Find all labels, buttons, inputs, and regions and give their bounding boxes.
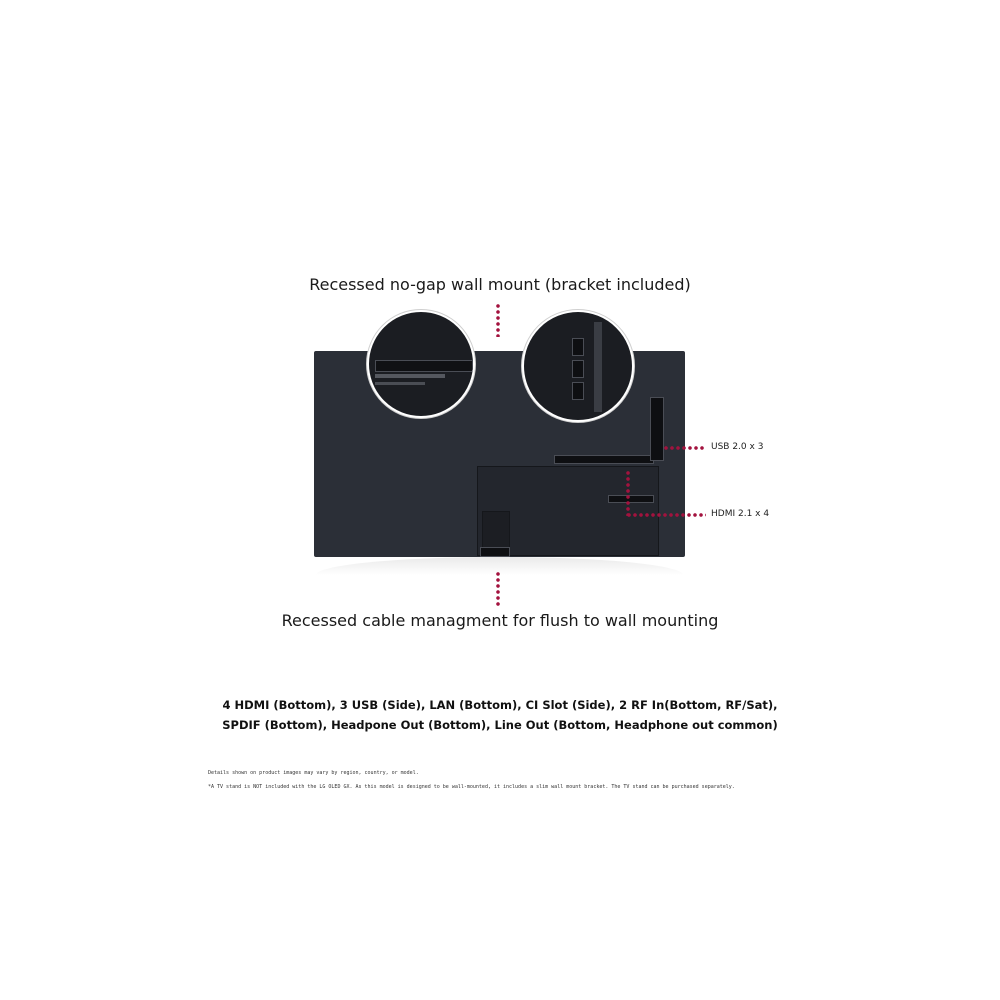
specs-line-2: SPDIF (Bottom), Headpone Out (Bottom), Line Out (Bottom, Headphone out common) xyxy=(222,718,778,732)
stand-slot xyxy=(482,511,510,549)
detail-side-rail xyxy=(594,322,602,412)
detail-side-port-2 xyxy=(572,360,584,378)
hdmi-port-bracket xyxy=(608,495,654,503)
connectivity-specs xyxy=(0,695,1000,735)
detail-circle-side-ports xyxy=(522,310,634,422)
usb-connector xyxy=(663,446,705,450)
side-port-column xyxy=(650,397,664,461)
bottom-port-strip xyxy=(554,455,654,464)
hdmi-callout: HDMI 2.1 x 4 xyxy=(711,509,770,519)
detail-circle-bottom-ports xyxy=(367,310,475,418)
cable-management-connector xyxy=(496,571,500,607)
specs-line-1: 4 HDMI (Bottom), 3 USB (Side), LAN (Bottom), CI Slot (Side), 2 RF In(Bottom, RF/Sat), xyxy=(222,698,778,712)
detail-side-port-1 xyxy=(572,338,584,356)
detail-side-port-3 xyxy=(572,382,584,400)
detail-port-row xyxy=(375,360,473,372)
disclaimer-1: Details shown on product images may vary by region, country, or model. xyxy=(208,770,419,776)
detail-port-label-strip-2 xyxy=(375,382,425,385)
cable-management-callout: Recessed cable managment for flush to wall mounting xyxy=(281,611,719,630)
hdmi-connector-horizontal xyxy=(626,513,706,517)
detail-port-label-strip xyxy=(375,374,445,378)
wall-mount-connector xyxy=(496,303,500,337)
wall-mount-callout: Recessed no-gap wall mount (bracket included) xyxy=(309,275,691,294)
stand-foot xyxy=(480,547,510,557)
hdmi-connector-vertical xyxy=(626,470,630,516)
disclaimer-2: *A TV stand is NOT included with the LG OLED GX. As this model is designed to be wall-mounted, it includes a slim wall mount bracket. The TV stand can be purchased separately. xyxy=(208,784,735,790)
usb-callout: USB 2.0 x 3 xyxy=(711,442,764,452)
